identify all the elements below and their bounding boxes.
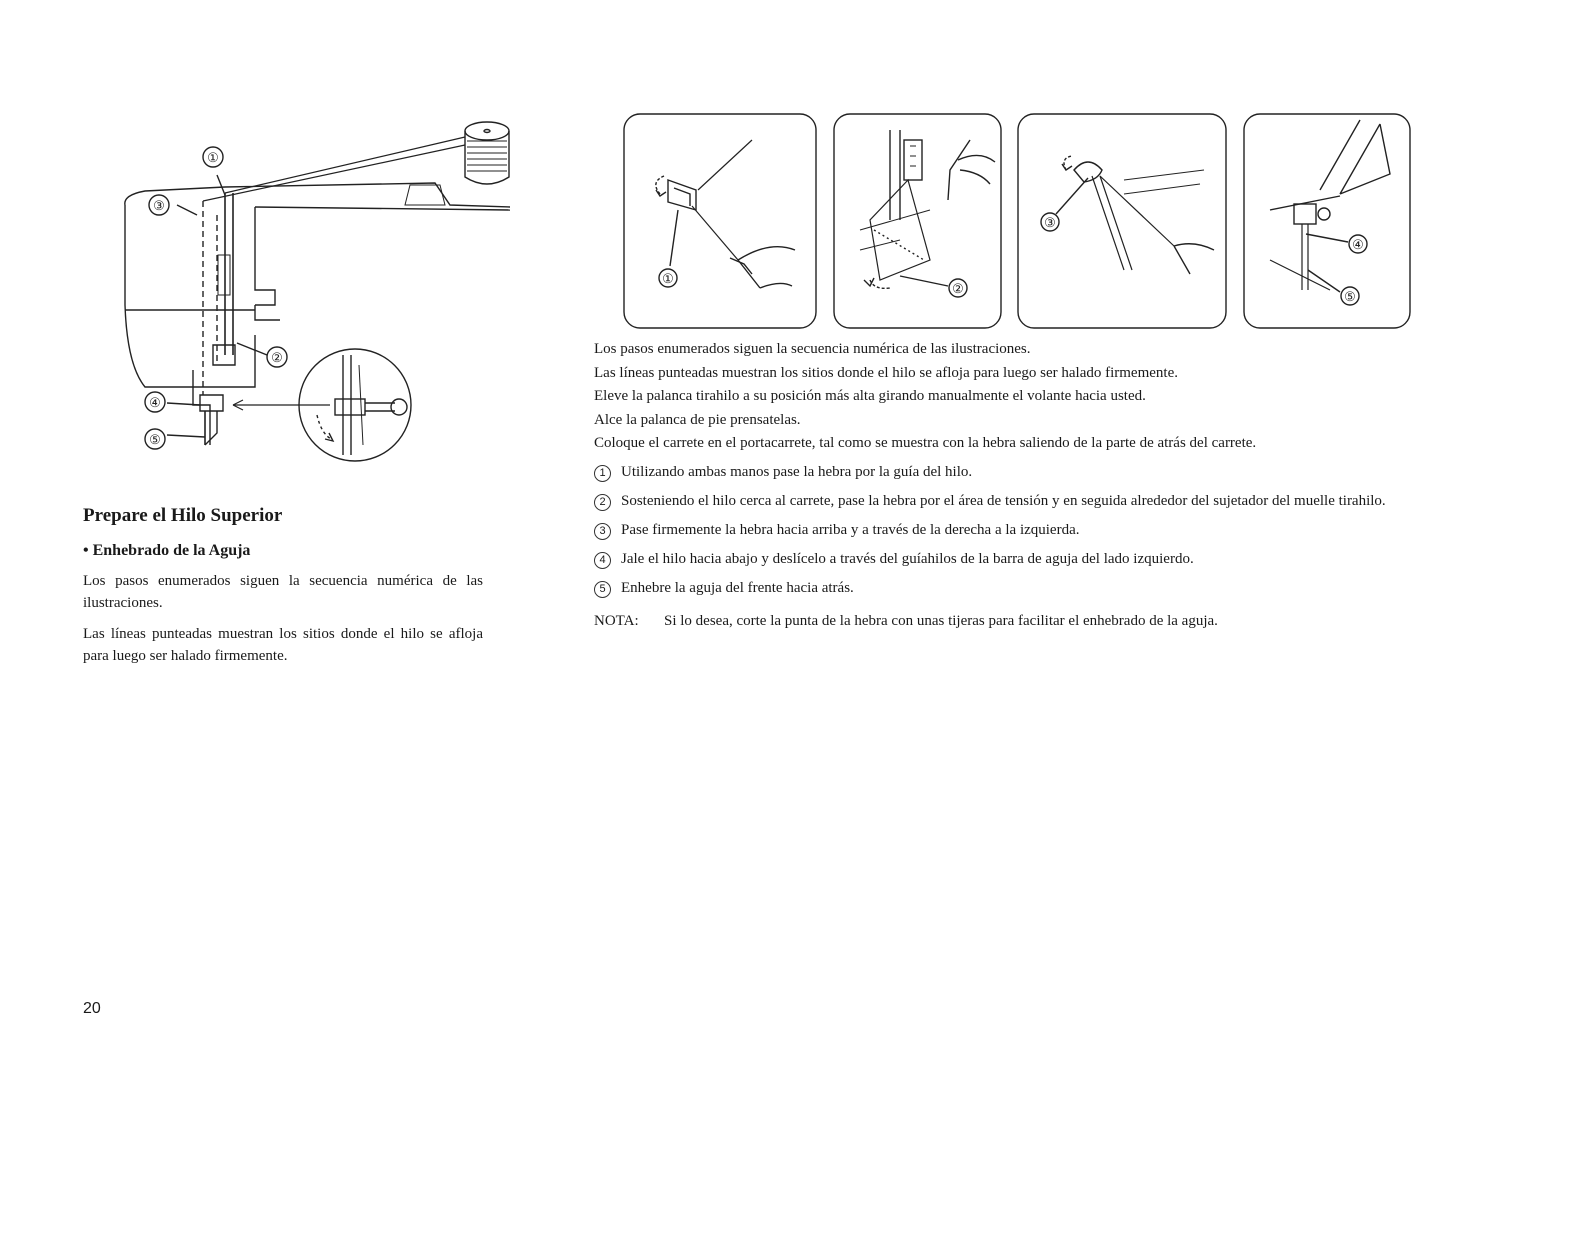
- callout-label-2: ②: [271, 350, 283, 365]
- instruction-line: Las líneas punteadas muestran los sitios donde el hilo se afloja para luego ser halado firmemente.: [594, 364, 1178, 381]
- callout-label-5: ⑤: [1344, 289, 1356, 304]
- step-number: 1: [594, 465, 611, 482]
- instruction-line: Eleve la palanca tirahilo a su posición más alta girando manualmente el volante hacia usted.: [594, 388, 1146, 404]
- section-title: Prepare el Hilo Superior: [83, 505, 283, 526]
- callout-label-4: ④: [149, 395, 161, 410]
- step-text: Pase firmemente la hebra hacia arriba y a través de la derecha a la izquierda.: [621, 521, 1080, 538]
- step-item-2: [594, 489, 1410, 514]
- threading-diagram: [105, 115, 530, 485]
- intro-paragraph: Los pasos enumerados siguen la secuencia numérica de las ilustraciones.: [83, 573, 483, 611]
- instructions-block: [594, 338, 1410, 634]
- instruction-line: Coloque el carrete en el portacarrete, tal como se muestra con la hebra saliendo de la parte de atrás del carrete.: [594, 435, 1257, 451]
- instruction-line: Alce la palanca de pie prensatelas.: [594, 411, 801, 428]
- note-label: NOTA:: [594, 612, 639, 629]
- step-illustration-4: [1240, 110, 1414, 332]
- step-number: 3: [594, 523, 611, 540]
- step-text: Jale el hilo hacia abajo y deslícelo a través del guíahilos de la barra de aguja del lado izquierdo.: [621, 550, 1194, 567]
- subsection-title: • Enhebrado de la Aguja: [83, 542, 251, 559]
- callout-label-3: ③: [1044, 215, 1056, 230]
- step-text: Sosteniendo el hilo cerca al carrete, pase la hebra por el área de tensión y en seguida alrededor del sujetador del muelle tirahilo.: [621, 492, 1386, 509]
- step-number: 5: [594, 581, 611, 598]
- step-text: Enhebre la aguja del frente hacia atrás.: [621, 579, 854, 596]
- step-number: 4: [594, 552, 611, 569]
- callout-label-1: ①: [207, 150, 219, 165]
- step-item-1: [594, 460, 1410, 485]
- dotted-lines-paragraph: Las líneas punteadas muestran los sitios donde el hilo se afloja para luego ser halado firmemente.: [83, 626, 483, 664]
- step-item-3: [594, 518, 1410, 543]
- step-illustration-2: [830, 110, 1005, 332]
- note-text: Si lo desea, corte la punta de la hebra con unas tijeras para facilitar el enhebrado de la aguja.: [664, 612, 1218, 629]
- callout-label-1: ①: [662, 271, 674, 286]
- step-number: 2: [594, 494, 611, 511]
- callout-label-2: ②: [952, 281, 964, 296]
- note: [594, 609, 1410, 634]
- step-text: Utilizando ambas manos pase la hebra por la guía del hilo.: [621, 463, 973, 480]
- step-illustration-1: [620, 110, 820, 332]
- step-item-4: [594, 547, 1410, 572]
- step-item-5: [594, 576, 1410, 601]
- page-number: 20: [83, 1000, 101, 1017]
- spool-icon: [465, 122, 509, 184]
- callout-label-3: ③: [153, 198, 165, 213]
- callout-label-4: ④: [1352, 237, 1364, 252]
- step-illustration-3: [1014, 110, 1230, 332]
- instruction-line: Los pasos enumerados siguen la secuencia numérica de las ilustraciones.: [594, 341, 1031, 357]
- callout-label-5: ⑤: [149, 432, 161, 447]
